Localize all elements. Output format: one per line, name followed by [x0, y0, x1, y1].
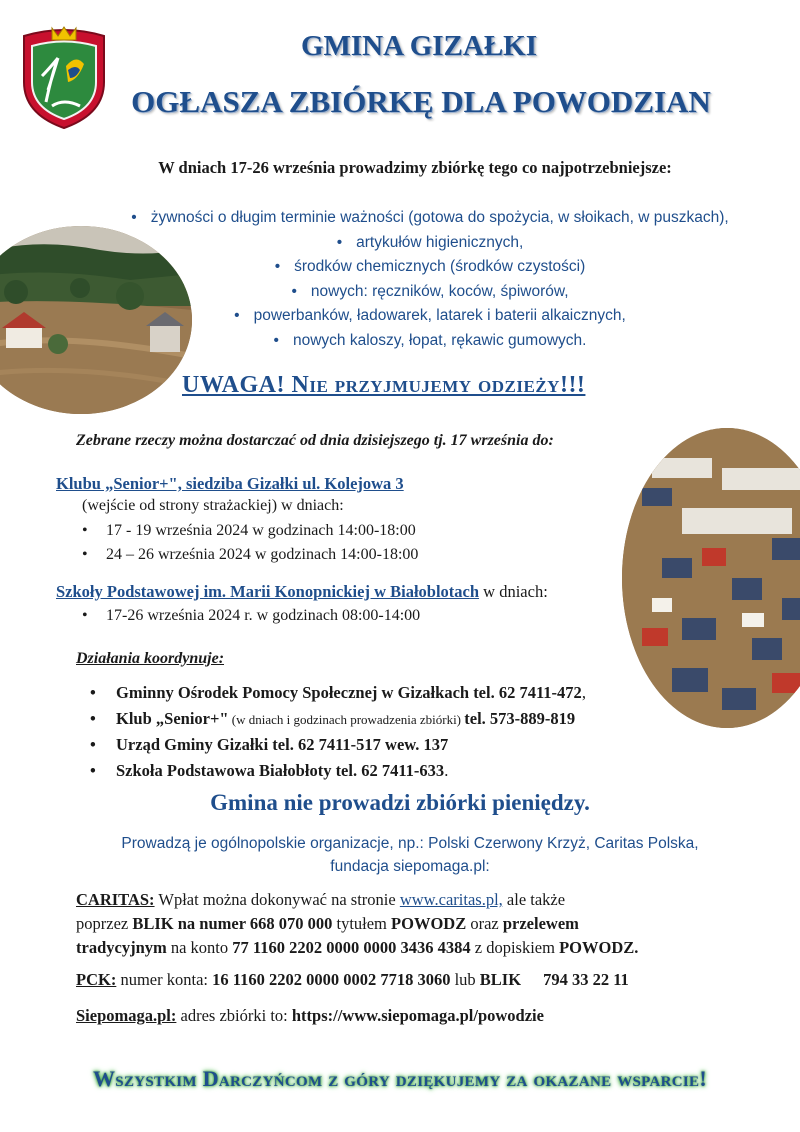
- organizations-text: Prowadzą je ogólnopolskie organizacje, np.: Polski Czerwony Krzyż, Caritas Polska, fundacja siepomaga.pl:: [121, 835, 699, 875]
- list-item: • Szkoła Podstawowa Białobłoty tel. 62 7411-633.: [90, 758, 586, 784]
- list-item: • żywności o długim terminie ważności (gotowa do spożycia, w słoikach, w puszkach),: [60, 206, 800, 231]
- list-item: • artykułów higienicznych,: [60, 231, 800, 256]
- school-dates: [82, 604, 420, 628]
- location-senior-club-note: (wejście od strony strażackiej) w dniach:: [82, 497, 344, 514]
- location-school-line: [56, 582, 548, 602]
- list-item: • Klub „Senior+" (w dniach i godzinach prowadzenia zbiórki) tel. 573-889-819: [90, 706, 586, 733]
- list-item: • nowych kaloszy, łopat, rękawic gumowych.: [60, 329, 800, 354]
- pck-label: PCK:: [76, 970, 117, 989]
- page-subtitle: OGŁASZA ZBIÓRKĘ DLA POWODZIAN: [131, 84, 711, 119]
- coordination-list: [90, 680, 586, 783]
- list-item: • Urząd Gminy Gizałki tel. 62 7411-517 wew. 137: [90, 732, 586, 758]
- list-item: • powerbanków, ładowarek, latarek i baterii alkaicznych,: [60, 304, 800, 329]
- page-title: GMINA GIZAŁKI: [300, 30, 538, 62]
- coordination-heading: Działania koordynuje:: [76, 650, 225, 667]
- flood-photo-right: [622, 428, 800, 728]
- needs-list: [60, 206, 800, 353]
- senior-club-dates: [82, 519, 418, 567]
- location-school-suffix: w dniach:: [479, 582, 548, 601]
- location-school: Szkoły Podstawowej im. Marii Konopnickiej w Białoblotach: [56, 582, 480, 601]
- pck-info: PCK: numer konta: 16 1160 2202 0000 0002 7718 3060 lub BLIK 794 33 22 11: [76, 970, 629, 989]
- list-item: • nowych: ręczników, koców, śpiworów,: [60, 280, 800, 305]
- caritas-info: CARITAS: Wpłat można dokonywać na stronie www.caritas.pl, ale także poprzez BLIK na numer 668 070 000 tytułem POWODZ oraz przelewem tradycyjnym na konto 77 1160 2202 0000 0000 3436 4384 z dopiskiem POWODZ.: [76, 890, 639, 957]
- list-item: • środków chemicznych (środków czystości): [60, 255, 800, 280]
- location-senior-club: Klubu „Senior+", siedziba Gizałki ul. Kolejowa 3: [56, 474, 404, 493]
- siepomaga-url: https://www.siepomaga.pl/powodzie: [291, 1006, 544, 1025]
- warning-heading: UWAGA! Nie przyjmujemy odzieży!!!: [182, 372, 586, 398]
- list-item: • 24 – 26 września 2024 w godzinach 14:00-18:00: [82, 543, 418, 567]
- list-item: • 17 - 19 września 2024 w godzinach 14:00-18:00: [82, 519, 418, 543]
- caritas-label: CARITAS:: [76, 890, 155, 909]
- no-money-heading: Gmina nie prowadzi zbiórki pieniędzy.: [210, 790, 590, 815]
- thank-you-footer: Wszystkim Darczyńcom z góry dziękujemy za okazane wsparcie!: [93, 1066, 707, 1091]
- siepomaga-info: Siepomaga.pl: adres zbiórki to: https://www.siepomaga.pl/powodzie: [76, 1006, 544, 1025]
- siepomaga-label: Siepomaga.pl:: [76, 1006, 177, 1025]
- intro-text: W dniach 17-26 września prowadzimy zbiórkę tego co najpotrzebniejsze:: [158, 158, 672, 177]
- list-item: • Gminny Ośrodek Pomocy Społecznej w Gizałkach tel. 62 7411-472,: [90, 680, 586, 706]
- caritas-link[interactable]: www.caritas.pl,: [399, 890, 503, 909]
- list-item: • 17-26 września 2024 r. w godzinach 08:00-14:00: [82, 604, 420, 628]
- collection-note: Zebrane rzeczy można dostarczać od dnia dzisiejszego tj. 17 września do:: [76, 432, 554, 449]
